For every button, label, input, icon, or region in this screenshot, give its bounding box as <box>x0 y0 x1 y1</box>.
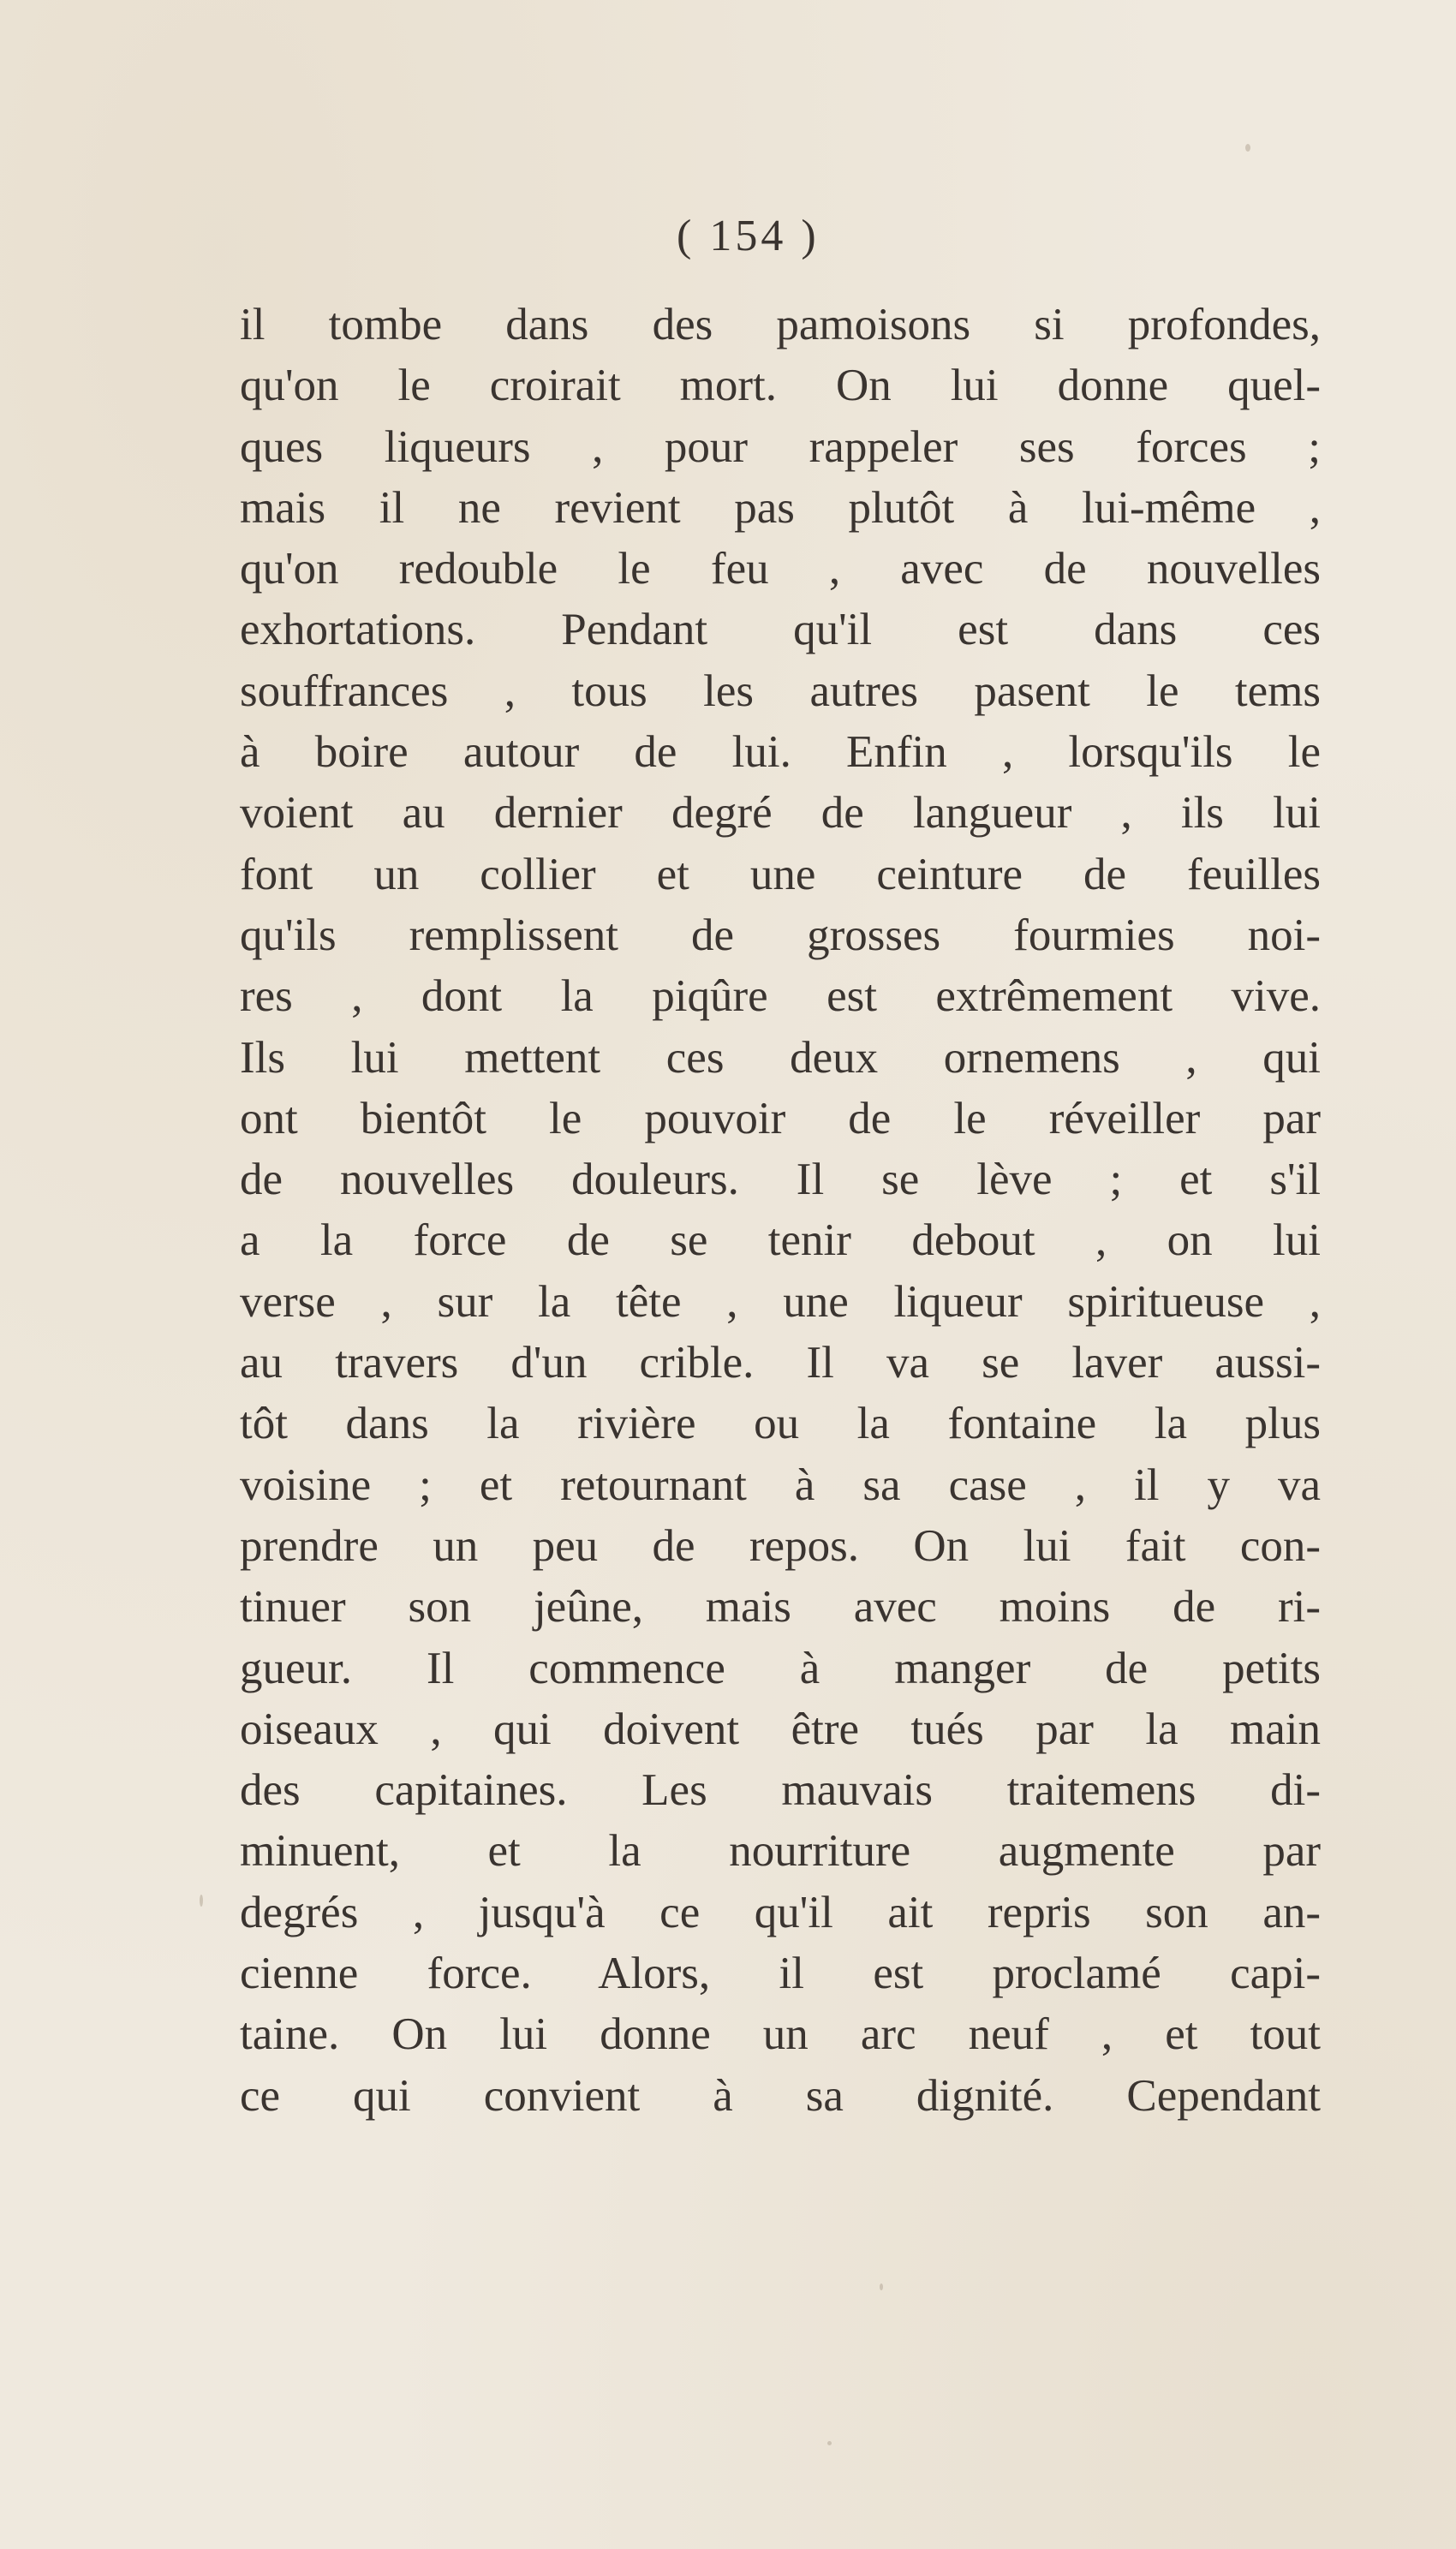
text-line: tinuer son jeûne, mais avec moins de ri- <box>240 1582 1321 1633</box>
paper-speck <box>1245 144 1250 152</box>
text-line: mais il ne revient pas plutôt à lui-même , <box>240 482 1321 533</box>
text-line: souffrances , tous les autres pasent le tems <box>240 666 1321 716</box>
text-line: degrés , jusqu'à ce qu'il ait repris son an- <box>240 1887 1321 1937</box>
text-line: ce qui convient à sa dignité. Cependant <box>240 2070 1321 2121</box>
page-number: ( 154 ) <box>677 212 820 260</box>
text-line: cienne force. Alors, il est proclamé capi- <box>240 1949 1321 1999</box>
text-line: de nouvelles douleurs. Il se lève ; et s'il <box>240 1155 1321 1205</box>
text-line: Ils lui mettent ces deux ornemens , qui <box>240 1032 1321 1083</box>
text-line: voisine ; et retournant à sa case , il y va <box>240 1460 1321 1510</box>
text-line: res , dont la piqûre est extrêmement vive. <box>240 971 1321 1022</box>
text-line: ont bientôt le pouvoir de le réveiller par <box>240 1093 1321 1143</box>
text-line: a la force de se tenir debout , on lui <box>240 1215 1321 1266</box>
text-line: font un collier et une ceinture de feuilles <box>240 849 1321 899</box>
paper-speck <box>200 1895 203 1907</box>
paper-speck <box>827 2441 832 2445</box>
text-line: qu'on le croirait mort. On lui donne quel- <box>240 361 1321 411</box>
body-text <box>240 295 1321 2127</box>
text-line: gueur. Il commence à manger de petits <box>240 1643 1321 1693</box>
text-line: verse , sur la tête , une liqueur spiritueuse , <box>240 1276 1321 1327</box>
text-line: des capitaines. Les mauvais traitemens di- <box>240 1765 1321 1816</box>
text-line: taine. On lui donne un arc neuf , et tout <box>240 2009 1321 2060</box>
text-line: exhortations. Pendant qu'il est dans ces <box>240 605 1321 655</box>
text-line: il tombe dans des pamoisons si profondes, <box>240 300 1321 349</box>
text-line: voient au dernier degré de langueur , ils lui <box>240 788 1321 839</box>
text-line: minuent, et la nourriture augmente par <box>240 1826 1321 1877</box>
text-line: prendre un peu de repos. On lui fait con- <box>240 1520 1321 1571</box>
text-line: à boire autour de lui. Enfin , lorsqu'ils le <box>240 727 1321 778</box>
text-line: ques liqueurs , pour rappeler ses forces ; <box>240 421 1321 472</box>
text-line: qu'on redouble le feu , avec de nouvelles <box>240 544 1321 594</box>
text-line: qu'ils remplissent de grosses fourmies noi- <box>240 910 1321 960</box>
text-line: au travers d'un crible. Il va se laver aussi- <box>240 1338 1321 1388</box>
text-line: tôt dans la rivière ou la fontaine la plus <box>240 1399 1321 1449</box>
text-line: oiseaux , qui doivent être tués par la main <box>240 1704 1321 1754</box>
paper-speck <box>880 2283 883 2290</box>
